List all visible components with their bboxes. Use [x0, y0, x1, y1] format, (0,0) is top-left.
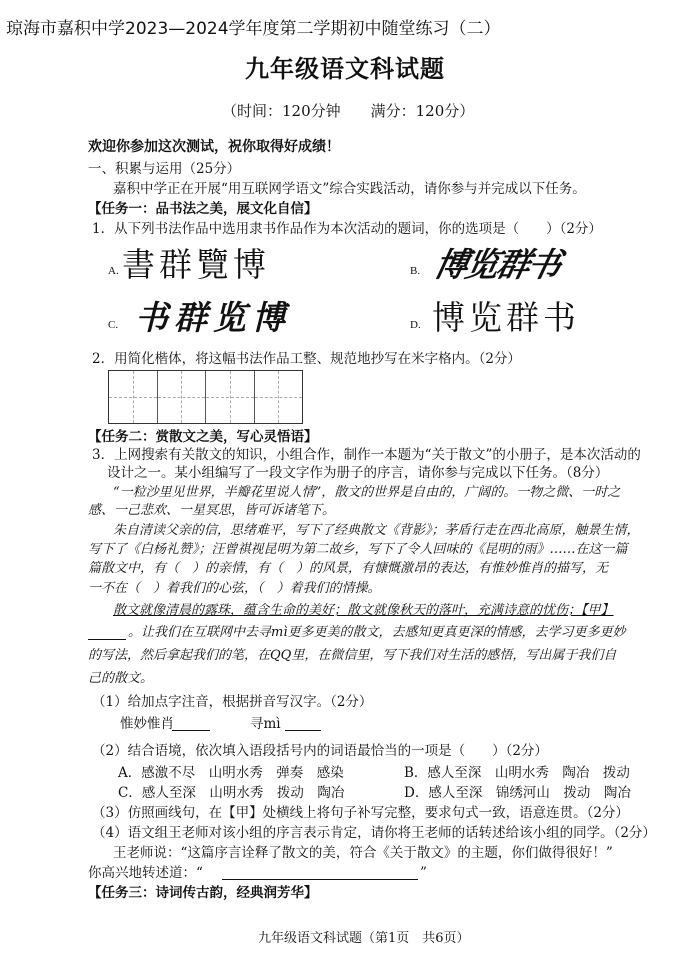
section-heading: 一、积累与运用（25分）	[88, 161, 241, 177]
calligraphy-option-d: 博览群书	[432, 298, 580, 337]
passage-line: 的写法，然后拿起我们的笔，在QQ里，在微信里，写下我们对生活的感悟，写出属于我们自	[88, 648, 617, 663]
passage-line: 写下了《白杨礼赞》；汪曾祺视昆明为第二故乡，写下了令人回味的《昆明的雨》……在这一篇	[88, 542, 628, 557]
sub-question-4: （4）语文组王老师对该小组的序言表示肯定，请你将王老师的话转述给该小组的同学。（2分）	[92, 825, 656, 841]
passage-line: 感、一己悲欢、一星冥思，皆可诉诸笔下。	[88, 503, 336, 518]
answer-blank-jia[interactable]	[88, 626, 126, 640]
option-a-label: A.	[108, 265, 119, 277]
option-b-label: B.	[410, 265, 421, 277]
answer-blank[interactable]	[285, 717, 321, 731]
sub-question-1: （1）给加点字注音，根据拼音写汉字。（2分）	[92, 694, 373, 710]
question-2: 2．用简化楷体，将这幅书法作品工整、规范地抄写在米字格内。（2分）	[92, 351, 521, 367]
grid-cell[interactable]	[255, 371, 303, 423]
welcome-text: 欢迎你参加这次测试，祝你取得好成绩！	[88, 139, 340, 155]
task1-heading: 【任务一：品书法之美，展文化自信】	[88, 201, 318, 217]
passage-line: 篇散文中，有（ ）的亲情，有（ ）的风景，有慷慨激昂的表达，有惟妙惟肖的描写，无	[88, 561, 609, 576]
choice-d: D．感人至深 锦绣河山 拨动 陶冶	[404, 785, 631, 801]
grid-cell[interactable]	[206, 371, 255, 423]
calligraphy-option-b: 博览群书	[430, 245, 564, 284]
option-c-label: C.	[108, 319, 119, 331]
section-intro: 嘉积中学正在开展“用互联网学语文”综合实践活动，请你参与并完成以下任务。	[113, 181, 586, 197]
choice-b: B．感人至深 山明水秀 陶冶 拨动	[404, 765, 630, 781]
task3-heading: 【任务三：诗词传古韵，经典润芳华】	[88, 885, 318, 901]
page-footer: 九年级语文科试题（第1页 共6页）	[258, 931, 470, 946]
school-line: 琼海市嘉积中学2023—2024学年度第二学期初中随堂练习（二）	[6, 19, 501, 39]
page-title: 九年级语文科试题	[245, 54, 445, 83]
sub-question-2: （2）结合语境，依次填入语段括号内的词语最恰当的一项是（ ）（2分）	[92, 743, 548, 759]
grid-cell[interactable]	[109, 371, 158, 423]
sub1-item-1: 惟妙惟肖	[120, 716, 174, 732]
answer-suffix: ”	[420, 865, 427, 881]
passage-line: 一不在（ ）着我们的心弦，（ ）着我们的情操。	[88, 581, 381, 596]
question-3-line2: 设计之一。某小组编写了一段文字作为册子的序言，请你参与完成以下任务。（8分）	[107, 465, 609, 481]
calligraphy-option-c: 书群览博	[135, 298, 291, 337]
passage-line: “一粒沙里见世界，半瓣花里说人情”，散文的世界是自由的，广阔的。一物之微、一时之	[113, 485, 621, 500]
question-1: 1．从下列书法作品中选用隶书作品作为本次活动的题词，你的选项是（ ）（2分）	[92, 221, 602, 237]
question-3-line1: 3．上网搜索有关散文的知识，小组合作，制作一本题为“关于散文”的小册子，是本次活动的	[92, 447, 641, 463]
calligraphy-option-a: 書群覽博	[122, 245, 270, 284]
exam-meta: （时间：120分钟 满分：120分）	[222, 102, 475, 120]
task2-heading: 【任务二：赏散文之美，写心灵悟语】	[88, 429, 318, 445]
choice-c: C．感人至深 山明水秀 拨动 陶冶	[118, 785, 345, 801]
answer-line[interactable]	[222, 866, 418, 880]
writing-grid[interactable]	[108, 370, 303, 424]
sub1-item-2: 寻mì	[250, 716, 281, 732]
passage-line: 己的散文。	[88, 671, 154, 686]
passage-line: 。让我们在互联网中去寻mì更多更美的散文，去感知更真更深的情感，去学习更多更妙	[128, 625, 626, 640]
teacher-quote: 王老师说：“这篇序言诠释了散文的美，符合《关于散文》的主题，你们做得很好！”	[113, 845, 613, 861]
choice-a: A．感激不尽 山明水秀 弹奏 感染	[118, 765, 344, 781]
grid-cell[interactable]	[158, 371, 207, 423]
sub-question-3: （3）仿照画线句，在【甲】处横线上将句子补写完整，要求句式一致，语意连贯。（2分）	[92, 805, 629, 821]
option-d-label: D.	[410, 319, 421, 331]
passage-underlined-line: 散文就像清晨的露珠，蕴含生命的美好；散文就像秋天的落叶，充满诗意的忧伤；【甲】	[113, 603, 614, 618]
answer-prefix: 你高兴地转述道：“	[88, 865, 203, 881]
answer-blank[interactable]	[172, 717, 210, 731]
passage-line: 朱自清读父亲的信，思绪难平，写下了经典散文《背影》；茅盾行走在西北高原，触景生情，	[113, 523, 640, 538]
